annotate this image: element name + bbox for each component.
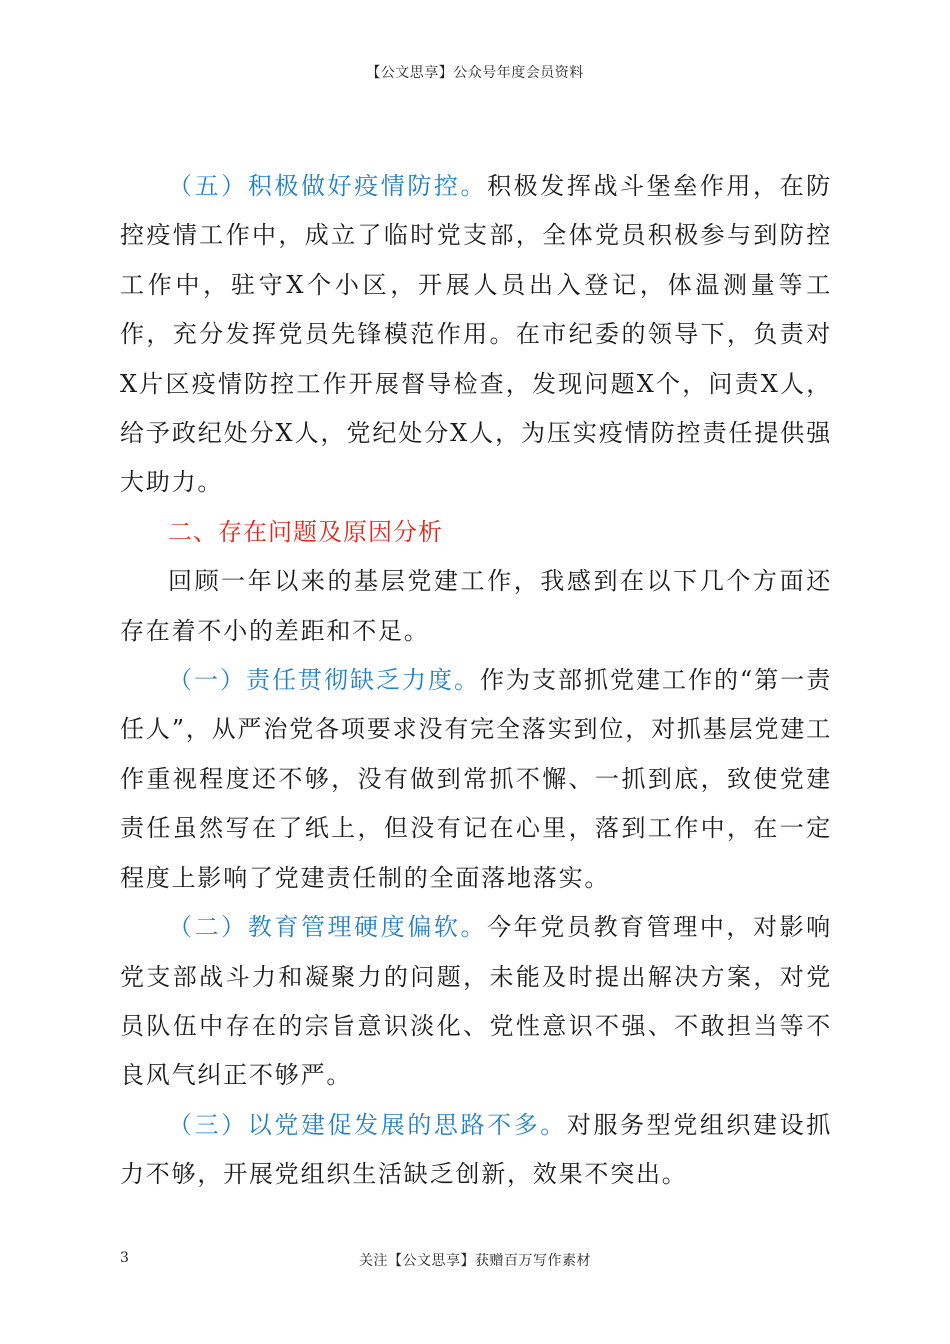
document-body [120,162,832,1200]
page-header: 【公文思享】公众号年度会员资料 [366,65,584,81]
paragraph-epidemic-prevention [120,162,832,508]
page-number: 3 [120,1250,129,1266]
paragraph-text: 积极发挥战斗堡垒作用，在防控疫情工作中，成立了临时党支部，全体党员积极参与到防控工作中，驻守X个小区，开展人员出入登记，体温测量等工作，充分发挥党员先锋模范作用。在市纪委的领导下，负责对X片区疫情防控工作开展督导检查，发现问题X个，问责X人，给予政纪处分X人，党纪处分X人，为压实疫情防控责任提供强大助力。 [120,172,832,497]
paragraph-text: 今年党员教育管理中，对影响党支部战斗力和凝聚力的问题，未能及时提出解决方案，对党员队伍中存在的宗旨意识淡化、党性意识不强、不敢担当等不良风气纠正不够严。 [120,913,832,1090]
paragraph-title: （二）教育管理硬度偏软。 [168,913,488,942]
paragraph-responsibility [120,656,832,903]
paragraph-title: （一）责任贯彻缺乏力度。 [168,666,480,695]
paragraph-title: （三）以党建促发展的思路不多。 [168,1110,567,1139]
page-footer: 关注【公文思享】获赠百万写作素材 [359,1253,591,1269]
paragraph-education-management [120,903,832,1101]
paragraph-title: （五）积极做好疫情防控。 [168,172,488,200]
section-intro: 回顾一年以来的基层党建工作，我感到在以下几个方面还存在着不小的差距和不足。 [120,567,832,645]
paragraph-text: 作为支部抓党建工作的“第一责任人”，从严治党各项要求没有完全落实到位，对抓基层党建工作重视程度还不够，没有做到常抓不懈、一抓到底，致使党建责任虽然写在了纸上，但没有记在心里，落到工作中，在一定程度上影响了党建责任制的全面落地落实。 [120,666,832,892]
paragraph-development-ideas [120,1101,832,1200]
section-heading: 二、存在问题及原因分析 [168,517,443,546]
paragraph-text: 对服务型党组织建设抓力不够，开展党组织生活缺乏创新，效果不突出。 [120,1110,832,1189]
